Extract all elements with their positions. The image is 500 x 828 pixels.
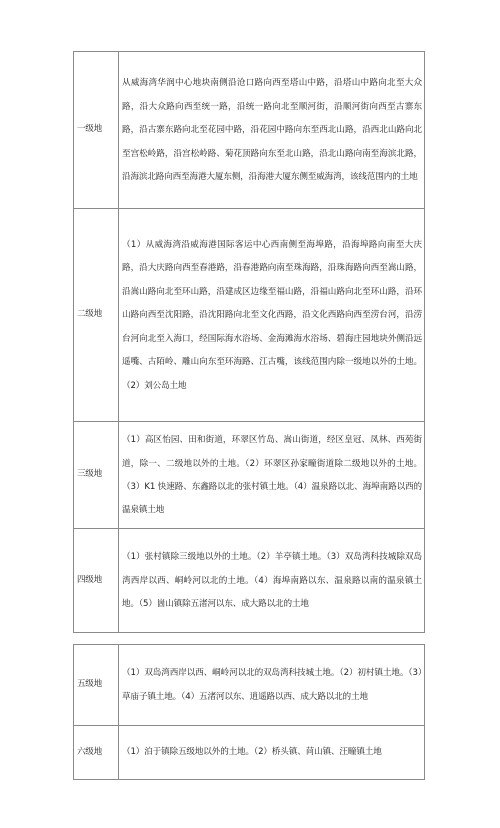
boundary-description-cell: （1）张村镇除三级地以外的土地。（2）羊亭镇土地。（3）双岛湾科技城除双岛湾西岸以西、峒岭河以北的土地。（4）海埠南路以东、温泉路以南的温泉镇土地。（5）崮山镇除五渚河以东、成大路以北的土地 (119, 529, 425, 633)
boundary-description-cell: （1）双岛湾西岸以西、峒岭河以北的双岛湾科技城土地。（2）初村镇土地。（3）草庙子镇土地。（4）五渚河以东、逍遥路以西、成大路以北的土地 (119, 645, 425, 726)
land-grade-table-part-1 (73, 51, 425, 633)
table-row (74, 209, 425, 422)
grade-cell: 五级地 (74, 645, 119, 726)
grade-cell: 三级地 (74, 422, 119, 529)
table-row (74, 529, 425, 633)
grade-cell: 二级地 (74, 209, 119, 422)
land-grade-table-part-2 (73, 644, 425, 780)
table-row (74, 645, 425, 726)
grade-cell: 一级地 (74, 52, 119, 209)
table-row (74, 422, 425, 529)
boundary-description-cell: （1）高区怡园、田和街道，环翠区竹岛、嵩山街道，经区皇冠、凤林、西苑街道，除一、二级地以外的土地。（2）环翠区孙家疃街道除二级地以外的土地。（3）K1 快速路、东鑫路以北的张村镇土地。（4）温泉路以北、海埠南路以西的温泉镇土地 (119, 422, 425, 529)
boundary-description-cell: （1）泊于镇除五级地以外的土地。（2）桥头镇、苘山镇、汪疃镇土地 (119, 726, 425, 780)
table-row (74, 726, 425, 780)
grade-cell: 六级地 (74, 726, 119, 780)
boundary-description-cell: 从威海湾华润中心地块南侧沿沧口路向西至塔山中路，沿塔山中路向北至大众路，沿大众路向西至统一路，沿统一路向北至顺河街，沿顺河街向西至古寨东路，沿古寨东路向北至花园中路，沿花园中路向东至西北山路，沿西北山路向北至宫松岭路，沿宫松岭路、菊花顶路向东至北山路，沿北山路向南至海滨北路，沿海滨北路向西至海港大厦东侧，沿海港大厦东侧至威海湾，该线范围内的土地 (119, 52, 425, 209)
table-row (74, 52, 425, 209)
boundary-description-cell: （1）从威海湾沿威海港国际客运中心西南侧至海埠路，沿海埠路向南至大庆路，沿大庆路向西至春港路，沿春港路向南至珠海路，沿珠海路向西至嵩山路，沿嵩山路向北至环山路，沿建成区边缘至福山路，沿福山路向北至环山路，沿环山路向西至沈阳路，沿沈阳路向北至文化西路，沿文化西路向西至涝台河，沿涝台河向北至入海口，经国际海水浴场、金海滩海水浴场、碧海庄园地块外侧沿远遥嘴、古陌岭、雕山向东至环海路、江古嘴，该线范围内除一级地以外的土地。（2）刘公岛土地 (119, 209, 425, 422)
grade-cell: 四级地 (74, 529, 119, 633)
